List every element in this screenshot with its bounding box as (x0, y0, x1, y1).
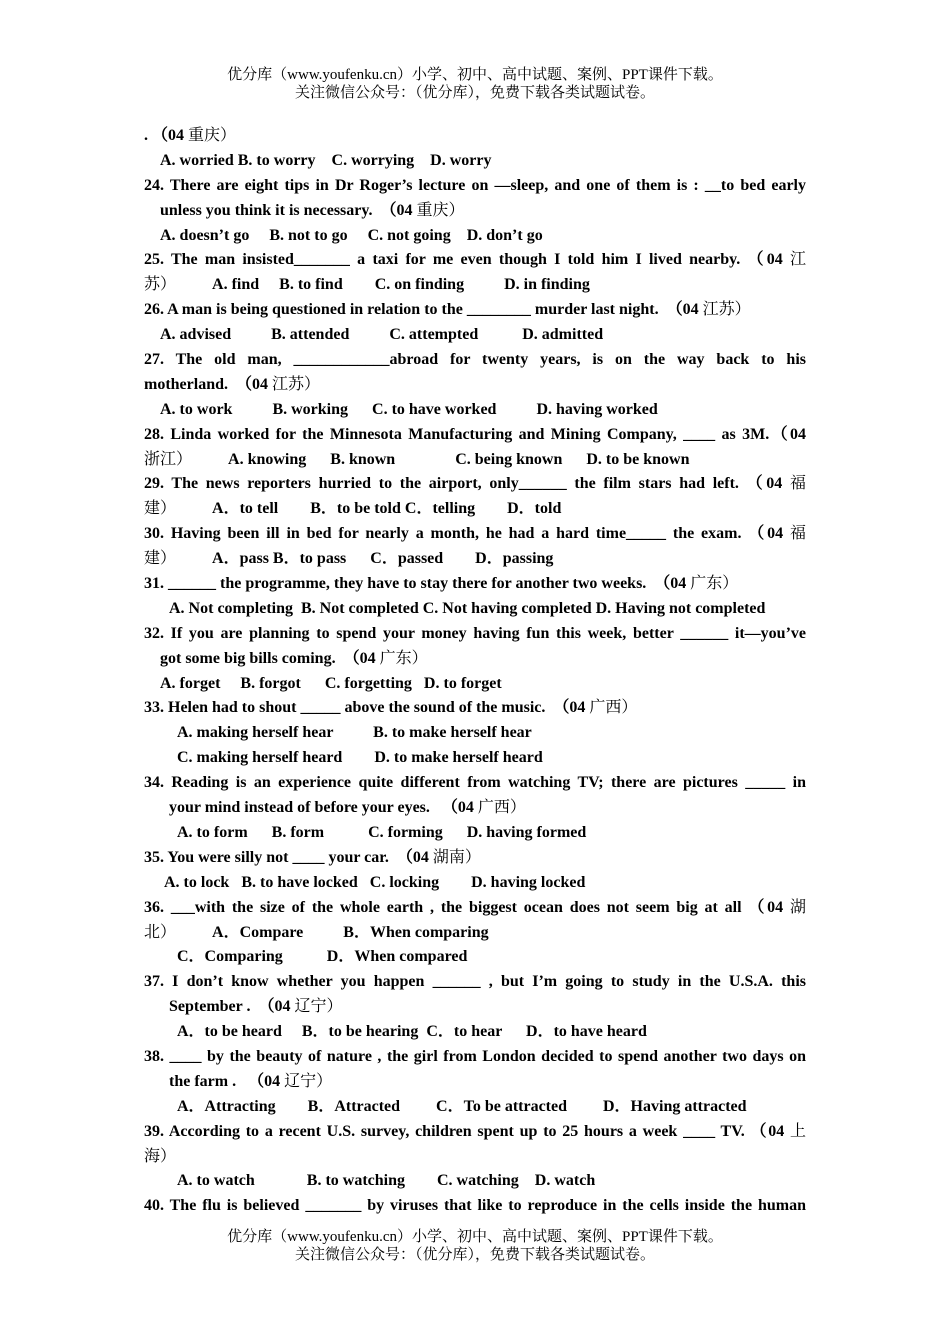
line-text: 34. Reading is an experience quite different from watching TV; there are pictures _____ in (144, 774, 806, 792)
line-text: A．Attracting B．Attracted C．To be attracted D．Having attracted (177, 1097, 747, 1115)
question-line (144, 1045, 806, 1070)
question-line (144, 423, 806, 448)
question-line (144, 945, 806, 970)
source-tag: 重庆） (416, 201, 465, 219)
question-line (144, 1194, 806, 1219)
question-line (144, 1169, 806, 1194)
line-text: the farm . （04 (169, 1072, 285, 1090)
line-text: C. making herself heard D. to make herself heard (177, 749, 543, 767)
question-line (144, 846, 806, 871)
source-tag: 建） (144, 550, 177, 568)
line-text: A. to work B. working C. to have worked D. having worked (160, 400, 658, 418)
question-line (144, 1070, 806, 1095)
question-line (144, 124, 806, 149)
question-line (144, 472, 806, 497)
question-line (144, 572, 806, 597)
question-line (144, 921, 806, 946)
source-tag: 江苏） (272, 375, 321, 393)
question-line (144, 373, 806, 398)
question-line (144, 746, 806, 771)
line-text: 26. A man is being questioned in relation to the ________ murder last night. （04 (144, 301, 703, 319)
source-tag: 北） (144, 923, 177, 941)
line-text: A. advised B. attended C. attempted D. admitted (160, 326, 604, 344)
footer-line-1: 优分库（www.youfenku.cn）小学、初中、高中试题、案例、PPT课件下载。 (227, 1229, 723, 1245)
line-text: got some big bills coming. （04 (160, 649, 380, 667)
line-text: C．Comparing D．When compared (177, 948, 468, 966)
source-tag: 广西） (589, 699, 638, 717)
line-text: A. making herself hear B. to make herself hear (177, 724, 532, 742)
source-tag: 江苏） (702, 301, 751, 319)
line-text: A．to be heard B．to be hearing C．to hear D．to have heard (177, 1023, 647, 1041)
source-tag: 江 (790, 251, 807, 269)
question-line (144, 448, 806, 473)
line-text: A. to form B. form C. forming D. having formed (177, 823, 587, 841)
question-line (144, 323, 806, 348)
question-line (144, 622, 806, 647)
question-line (144, 298, 806, 323)
line-text: A. worried B. to worry C. worrying D. worry (160, 151, 492, 169)
source-tag: 苏） (144, 276, 177, 294)
line-text: 25. The man insisted_______ a taxi for me even though I told him I lived nearby. （04 (144, 251, 790, 269)
line-text: 37. I don’t know whether you happen ______ , but I’m going to study in the U.S.A. this (144, 973, 806, 991)
line-text: 36. ___with the size of the whole earth , the biggest ocean does not seem big at all （04 (144, 898, 790, 916)
line-text: 39. According to a recent U.S. survey, children spent up to 25 hours a week ____ TV. （04 (144, 1122, 790, 1140)
question-line (144, 721, 806, 746)
line-text: 33. Helen had to shout _____ above the sound of the music. （04 (144, 699, 590, 717)
question-line (144, 672, 806, 697)
question-line (144, 522, 806, 547)
source-tag: 上 (789, 1122, 806, 1140)
line-text: 38. ____ by the beauty of nature , the girl from London decided to spend another two days on (144, 1047, 806, 1065)
question-line (144, 995, 806, 1020)
source-tag: 重庆） (188, 127, 237, 144)
page-footer (0, 1228, 950, 1264)
line-text: 40. The flu is believed _______ by viruses that like to reproduce in the cells inside the human (144, 1197, 806, 1215)
line-text: 24. There are eight tips in Dr Roger’s lecture on —sleep, and one of them is : __to bed early (144, 176, 806, 194)
question-line (144, 149, 806, 174)
question-line (144, 398, 806, 423)
line-text: A. doesn’t go B. not to go C. not going D. don’t go (160, 226, 543, 244)
source-tag: 广东） (379, 649, 428, 667)
line-text: 28. Linda worked for the Minnesota Manufacturing and Mining Company, ____ as 3M.（04 (144, 425, 806, 443)
source-tag: 广西） (477, 799, 526, 817)
source-tag: 福 (789, 475, 806, 493)
question-line (144, 871, 806, 896)
question-line (144, 248, 806, 273)
question-line (144, 796, 806, 821)
line-text: A. to watch B. to watching C. watching D. watch (177, 1172, 596, 1190)
line-text: A．Compare B．When comparing (176, 923, 489, 941)
question-line (144, 696, 806, 721)
question-line (144, 771, 806, 796)
line-text: unless you think it is necessary. （04 (160, 201, 417, 219)
line-text: A．pass B．to pass C．passed D．passing (176, 550, 554, 568)
line-text: A. knowing B. known C. being known D. to be known (192, 450, 690, 468)
question-line (144, 199, 806, 224)
source-tag: 辽宁） (284, 1072, 333, 1090)
source-tag: 浙江） (144, 450, 193, 468)
source-tag: 海） (144, 1147, 177, 1165)
page-header (0, 66, 950, 102)
question-line (144, 970, 806, 995)
question-line (144, 224, 806, 249)
source-tag: 湖 (790, 898, 807, 916)
question-line (144, 174, 806, 199)
line-text: A. find B. to find C. on finding D. in finding (176, 276, 590, 294)
line-text: A．to tell B．to be told C．telling D．told (176, 500, 562, 518)
question-line (144, 547, 806, 572)
question-line (144, 1020, 806, 1045)
question-line (144, 896, 806, 921)
header-line-1: 优分库（www.youfenku.cn）小学、初中、高中试题、案例、PPT课件下载。 (227, 67, 723, 83)
line-text: 32. If you are planning to spend your money having fun this week, better ______ it—you’ve (144, 624, 806, 642)
line-text: 30. Having been ill in bed for nearly a month, he had a hard time_____ the exam. （04 (144, 525, 790, 543)
question-line (144, 1145, 806, 1170)
line-text: your mind instead of before your eyes. （04 (169, 799, 478, 817)
question-line (144, 348, 806, 373)
line-text: . （04 (144, 127, 189, 144)
source-tag: 广东） (690, 575, 739, 593)
question-line (144, 1120, 806, 1145)
question-line (144, 597, 806, 622)
line-text: 29. The news reporters hurried to the airport, only______ the film stars had left. （04 (144, 475, 790, 493)
line-text: 31. ______ the programme, they have to stay there for another two weeks. （04 (144, 575, 691, 593)
source-tag: 建） (144, 500, 177, 518)
question-line (144, 497, 806, 522)
source-tag: 福 (789, 525, 806, 543)
question-line (144, 821, 806, 846)
footer-line-2: 关注微信公众号：（优分库），免费下载各类试题试卷。 (294, 1247, 655, 1263)
line-text: 35. You were silly not ____ your car. （04 (144, 848, 433, 866)
question-line (144, 1095, 806, 1120)
line-text: A. to lock B. to have locked C. locking D. having locked (164, 873, 586, 891)
header-line-2: 关注微信公众号：（优分库），免费下载各类试题试卷。 (294, 85, 655, 101)
line-text: September . （04 (169, 998, 295, 1016)
question-list (144, 124, 806, 1219)
line-text: A. Not completing B. Not completed C. Not having completed D. Having not completed (169, 599, 766, 617)
source-tag: 辽宁） (294, 998, 343, 1016)
line-text: 27. The old man, ____________abroad for twenty years, is on the way back to his (144, 351, 806, 369)
line-text: motherland. （04 (144, 375, 273, 393)
question-line (144, 647, 806, 672)
line-text: A. forget B. forgot C. forgetting D. to forget (160, 674, 502, 692)
question-line (144, 273, 806, 298)
source-tag: 湖南） (432, 848, 481, 866)
